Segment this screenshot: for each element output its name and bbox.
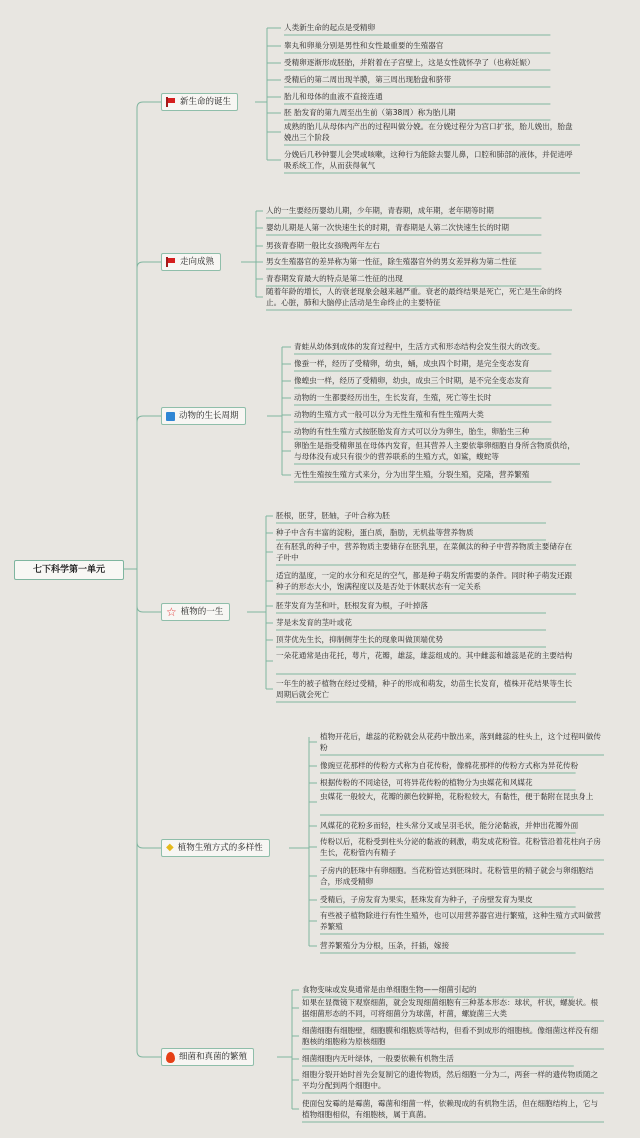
branch-connector (137, 569, 161, 612)
branch-label: 细菌和真菌的繁殖 (179, 1052, 248, 1062)
branch-node (161, 839, 270, 857)
flame-icon (166, 1052, 175, 1063)
leaf-item: 动物的有性生殖方式按胚胎发育方式可以分为卵生，胎生，卵胎生三种 (294, 427, 530, 436)
leaf-item: 植物开花后，雄蕊的花粉就会从花药中散出来，落到雌蕊的柱头上，这个过程叫做传粉 (320, 732, 601, 752)
branch-label: 动物的生长周期 (179, 411, 239, 421)
leaf-item: 营养繁殖分为分根，压条，扦插，嫁接 (320, 941, 450, 950)
leaf-item: 胚芽发育为茎和叶，胚根发育为根，子叶掉落 (276, 601, 428, 610)
leaf-item: 顶芽优先生长，抑制侧芽生长的现象叫做顶端优势 (276, 635, 444, 644)
leaf-item: 受精后，子房发育为果实，胚珠发育为种子，子房壁发育为果皮 (320, 895, 533, 904)
leaf-item: 分娩后几秒钟婴儿会哭或咳嗽，这种行为能除去婴儿鼻，口腔和肺部的液体，并促进呼吸系统工作，从而获得氧气 (284, 150, 573, 170)
leaf-item: 适宜的温度，一定的水分和充足的空气，都是种子萌发所需要的条件。同时种子萌发还跟种子的形态大小，饱满程度以及是否处于休眠状态有一定关系 (276, 571, 573, 591)
leaf-item: 细菌细胞内无叶绿体，一般要依赖有机物生活 (302, 1054, 454, 1063)
leaf-item: 子房内的胚珠中有卵细胞。当花粉管达到胚珠时。花粉管里的精子就会与卵细胞结合，形成受精卵 (320, 866, 594, 886)
leaf-item: 虫媒花一般较大，花瓣的颜色较鲜艳，花粉粒较大，有黏性，便于黏附在昆虫身上 (320, 792, 594, 801)
leaf-item: 风媒花的花粉多而轻，柱头常分叉或呈羽毛状，能分泌黏液，并伸出花瓣外面 (320, 821, 579, 830)
leaf-item: 细菌细胞有细胞壁，细胞膜和细胞质等结构，但看不到成形的细胞核。像细菌这样没有细胞核的细胞称为原核细胞 (302, 1026, 599, 1046)
leaf-item: 如果在显微镜下观察细菌，就会发现细菌细胞有三种基本形态：球状，杆状，螺旋状。根据细菌形态的不同，可将细菌分为球菌，杆菌，螺旋菌三大类 (302, 998, 599, 1018)
red-flag-icon (166, 97, 176, 107)
leaf-item: 有些被子植物除进行有性生殖外，也可以用营养器官进行繁殖，这种生殖方式叫做营养繁殖 (320, 911, 601, 931)
branch-label: 植物的一生 (180, 607, 224, 617)
leaf-item: 传粉以后，花粉受到柱头分泌的黏液的刺激，萌发成花粉管。花粉管沿着花柱向子房生长，花粉管内有精子 (320, 837, 601, 857)
leaf-item: 像蚕一样，经历了受精卵，幼虫，蛹，成虫四个时期，是完全变态发育 (294, 359, 530, 368)
leaf-item: 受精卵逐渐形成胚胎，并附着在子宫壁上，这是女性就怀孕了（也称妊娠） (284, 58, 535, 67)
branch-node (161, 407, 246, 425)
leaf-item: 男孩青春期一般比女孩晚两年左右 (266, 241, 380, 250)
branch-node (161, 253, 221, 271)
leaf-item: 食物变味或发臭通常是由单细胞生物——细菌引起的 (302, 985, 477, 994)
leaf-item: 青蛙从幼体到成体的发育过程中，生活方式和形态结构会发生很大的改变。 (294, 342, 545, 351)
red-flag-icon (166, 257, 176, 267)
branch-connector (137, 569, 161, 1057)
leaf-item: 一朵花通常是由花托，萼片，花瓣，雄蕊，雄蕊组成的。其中雌蕊和雄蕊是花的主要结构 (276, 651, 573, 660)
branch-label: 走向成熟 (180, 257, 215, 267)
leaf-item: 像豌豆花那样的传粉方式称为自花传粉，像棉花那样的传粉方式称为异花传粉 (320, 761, 579, 770)
leaf-item: 胚 胎发育的第九周至出生前（第38周）称为胎儿期 (284, 108, 456, 117)
leaf-item: 使面包发霉的是霉菌，霉菌和细菌一样，依赖现成的有机物生活，但在细胞结构上，它与植物细胞相似，有细胞核，属于真菌。 (302, 1099, 599, 1119)
branch-node (161, 1048, 254, 1066)
leaf-item: 睾丸和卵巢分别是男性和女性最重要的生殖器官 (284, 41, 444, 50)
leaf-item: 成熟的胎儿从母体内产出的过程叫做分娩。在分娩过程分为宫口扩张，胎儿娩出，胎盘娩出三个阶段 (284, 122, 573, 142)
leaf-item: 卵胎生是指受精卵虽在母体内发育，但其营养人主要依靠卵细胞自身所含物质供给，与母体没有或只有很少的营养联系的生殖方式，如鲨，蝮蛇等 (294, 441, 575, 461)
leaf-item: 胎儿和母体的血液不直接连通 (284, 92, 383, 101)
leaf-item: 人的一生要经历婴幼儿期，少年期，青春期，成年期，老年期等时期 (266, 206, 494, 215)
leaf-item: 男女生殖器官的差异称为第一性征，除生殖器官外的男女差异称为第二性征 (266, 257, 517, 266)
leaf-item: 在有胚乳的种子中，营养物质主要储存在胚乳里，在菜佩汰的种子中营养物质主要储存在子叶中 (276, 542, 573, 562)
branch-node (161, 93, 238, 111)
leaf-item: 人类新生命的起点是受精卵 (284, 23, 376, 32)
branch-connector (137, 416, 161, 569)
leaf-item: 无性生殖按生殖方式来分，分为出芽生殖，分裂生殖，克隆，营养繁殖 (294, 470, 530, 479)
leaf-item: 芽是未发育的茎叶或花 (276, 618, 352, 627)
branch-node (161, 603, 230, 621)
leaf-item: 动物的一生都要经历出生，生长发育，生殖，死亡等生长时 (294, 393, 492, 402)
leaf-item: 青春期发育最大的特点是第二性征的出现 (266, 274, 403, 283)
branch-label: 植物生殖方式的多样性 (177, 843, 263, 853)
leaf-item: 随着年龄的增长，人的衰老现象会越来越严重。衰老的最终结果是死亡，死亡是生命的终止。心脏，肺和大脑停止活动是生命终止的主要特征 (266, 287, 563, 307)
leaf-item: 胚根，胚芽，胚轴，子叶合称为胚 (276, 511, 390, 520)
leaf-item: 种子中含有丰富的淀粉，蛋白质，脂肪，无机盐等营养物质 (276, 528, 474, 537)
leaf-item: 细胞分裂开始时首先会复制它的遗传物质，然后细胞一分为二，两套一样的遗传物质随之平均分配到两个细胞中。 (302, 1070, 599, 1090)
leaf-item: 动物的生殖方式一般可以分为无性生殖和有性生殖两大类 (294, 410, 484, 419)
star-icon: ☆ (166, 605, 177, 619)
branch-connector (137, 102, 161, 569)
leaf-item: 受精后的第二周出现羊膜，第三周出现胎盘和脐带 (284, 75, 452, 84)
diamond-icon: ◆ (166, 842, 174, 853)
leaf-item: 根据传粉的不同途径，可将异花传粉的植物分为虫媒花和风媒花 (320, 778, 533, 787)
root-node: 七下科学第一单元 (14, 560, 124, 580)
leaf-item: 婴幼儿期是人第一次快速生长的时期，青春期是人第二次快速生长的时期 (266, 223, 509, 232)
branch-connector (137, 569, 161, 848)
leaf-item: 一年生的被子植物在经过受精，种子的形成和萌发，幼苗生长发育，植株开花结果等生长周期后就会死亡 (276, 679, 573, 699)
leaf-item: 像蝗虫一样，经历了受精卵，幼虫，成虫三个时期，是不完全变态发育 (294, 376, 530, 385)
branch-label: 新生命的诞生 (180, 97, 232, 107)
blue-square-icon (166, 412, 175, 421)
